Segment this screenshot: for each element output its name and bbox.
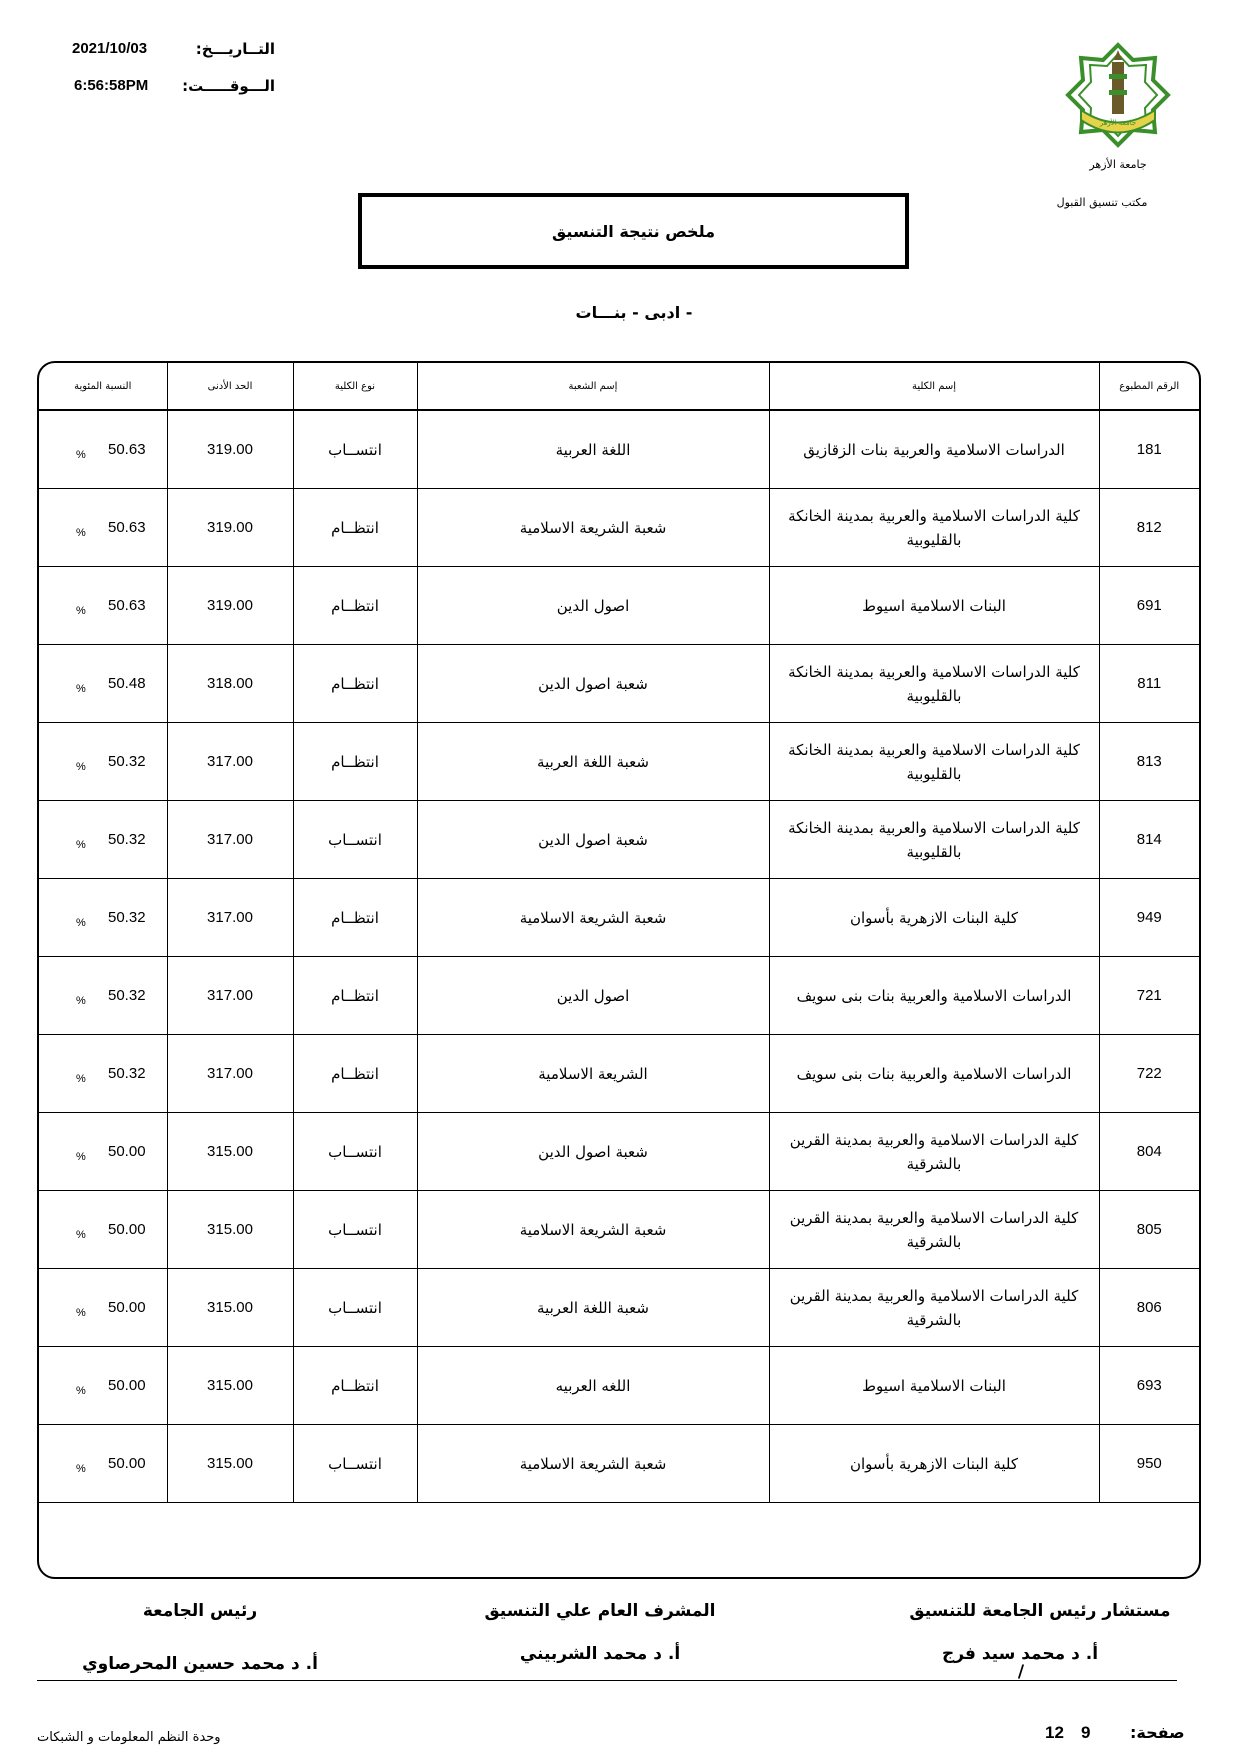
row-type: انتظــام xyxy=(293,879,417,957)
row-percent-cell xyxy=(39,645,167,723)
row-percent: 50.00 xyxy=(108,1455,146,1472)
row-percent-cell xyxy=(39,410,167,489)
office-name: مكتب تنسيق القبول xyxy=(1056,196,1148,209)
row-min-score: 315.00 xyxy=(167,1347,293,1425)
time-label: الـــوقـــــت: xyxy=(182,77,275,95)
page-label: صفحة: xyxy=(1130,1723,1185,1742)
table-row xyxy=(39,489,1199,567)
president-name: أ. د محمد حسين المحرصاوي xyxy=(82,1654,318,1674)
col-header-type: نوع الكلية xyxy=(293,363,417,410)
table-row xyxy=(39,879,1199,957)
supervisor-name: أ. د محمد الشربيني xyxy=(519,1644,681,1664)
col-header-code: الرقم المطبوع xyxy=(1099,363,1199,410)
row-code: 806 xyxy=(1099,1269,1199,1347)
advisor-mark: / xyxy=(1017,1662,1025,1682)
row-percent-cell xyxy=(39,1347,167,1425)
percent-sign: % xyxy=(76,1150,86,1163)
row-type: انتظــام xyxy=(293,645,417,723)
president-title: رئيس الجامعة xyxy=(142,1601,258,1621)
percent-sign: % xyxy=(76,526,86,539)
row-code: 722 xyxy=(1099,1035,1199,1113)
percent-sign: % xyxy=(76,1228,86,1241)
table-row xyxy=(39,645,1199,723)
row-type: انتظــام xyxy=(293,567,417,645)
row-min-score: 317.00 xyxy=(167,723,293,801)
row-college: كلية الدراسات الاسلامية والعربية بمدينة الخانكة بالقليوبية xyxy=(769,489,1099,567)
table-row xyxy=(39,1425,1199,1503)
row-min-score: 319.00 xyxy=(167,567,293,645)
time-value: 6:56:58PM xyxy=(74,77,149,94)
col-header-min-score: الحد الأدنى xyxy=(167,363,293,410)
row-percent-cell xyxy=(39,489,167,567)
percent-sign: % xyxy=(76,994,86,1007)
row-type: انتســاب xyxy=(293,410,417,489)
page-total: 12 xyxy=(1045,1723,1064,1742)
row-code: 949 xyxy=(1099,879,1199,957)
row-code: 721 xyxy=(1099,957,1199,1035)
row-percent-cell xyxy=(39,957,167,1035)
row-percent: 50.48 xyxy=(108,675,146,692)
table-row xyxy=(39,1113,1199,1191)
percent-sign: % xyxy=(76,1072,86,1085)
row-type: انتظــام xyxy=(293,1347,417,1425)
row-college: كلية الدراسات الاسلامية والعربية بمدينة الخانكة بالقليوبية xyxy=(769,801,1099,879)
row-college: كلية البنات الازهرية بأسوان xyxy=(769,879,1099,957)
row-branch: اصول الدين xyxy=(417,957,769,1035)
row-code: 813 xyxy=(1099,723,1199,801)
col-header-branch: إسم الشعبة xyxy=(417,363,769,410)
percent-sign: % xyxy=(76,604,86,617)
row-min-score: 317.00 xyxy=(167,957,293,1035)
percent-sign: % xyxy=(76,760,86,773)
table-row xyxy=(39,410,1199,489)
row-college: الدراسات الاسلامية والعربية بنات الزقازيق xyxy=(769,410,1099,489)
row-branch: شعبة الشريعة الاسلامية xyxy=(417,489,769,567)
row-code: 181 xyxy=(1099,410,1199,489)
table-row xyxy=(39,801,1199,879)
university-name: جامعة الأزهر xyxy=(1089,158,1147,171)
row-type: انتســاب xyxy=(293,1113,417,1191)
table-row xyxy=(39,567,1199,645)
row-min-score: 315.00 xyxy=(167,1269,293,1347)
row-college: كلية الدراسات الاسلامية والعربية بمدينة القرين بالشرقية xyxy=(769,1113,1099,1191)
advisor-name: أ. د محمد سيد فرج xyxy=(941,1644,1099,1664)
percent-sign: % xyxy=(76,838,86,851)
percent-sign: % xyxy=(76,1306,86,1319)
col-header-college: إسم الكلية xyxy=(769,363,1099,410)
row-min-score: 315.00 xyxy=(167,1113,293,1191)
footer-divider xyxy=(37,1680,1177,1681)
row-branch: الشريعة الاسلامية xyxy=(417,1035,769,1113)
row-percent-cell xyxy=(39,1035,167,1113)
row-branch: شعبة الشريعة الاسلامية xyxy=(417,879,769,957)
row-percent-cell xyxy=(39,879,167,957)
row-percent: 50.32 xyxy=(108,831,146,848)
row-type: انتظــام xyxy=(293,957,417,1035)
percent-sign: % xyxy=(76,682,86,695)
supervisor-title: المشرف العام علي التنسيق xyxy=(484,1601,716,1621)
row-branch: شعبة اصول الدين xyxy=(417,801,769,879)
col-header-percent: النسبة المئوية xyxy=(39,363,167,410)
row-percent-cell xyxy=(39,1425,167,1503)
row-percent: 50.32 xyxy=(108,909,146,926)
row-percent-cell xyxy=(39,567,167,645)
row-college: البنات الاسلامية اسيوط xyxy=(769,1347,1099,1425)
row-college: كلية الدراسات الاسلامية والعربية بمدينة القرين بالشرقية xyxy=(769,1269,1099,1347)
row-code: 805 xyxy=(1099,1191,1199,1269)
row-percent-cell xyxy=(39,723,167,801)
row-code: 814 xyxy=(1099,801,1199,879)
row-percent: 50.63 xyxy=(108,441,146,458)
row-type: انتظــام xyxy=(293,489,417,567)
percent-sign: % xyxy=(76,916,86,929)
row-min-score: 317.00 xyxy=(167,1035,293,1113)
row-min-score: 318.00 xyxy=(167,645,293,723)
row-branch: اللغة العربية xyxy=(417,410,769,489)
row-percent: 50.32 xyxy=(108,753,146,770)
row-percent-cell xyxy=(39,1191,167,1269)
row-min-score: 317.00 xyxy=(167,801,293,879)
row-type: انتســاب xyxy=(293,801,417,879)
row-college: كلية الدراسات الاسلامية والعربية بمدينة الخانكة بالقليوبية xyxy=(769,645,1099,723)
table-row xyxy=(39,1191,1199,1269)
row-type: انتســاب xyxy=(293,1269,417,1347)
table-row xyxy=(39,1347,1199,1425)
row-min-score: 319.00 xyxy=(167,489,293,567)
row-code: 693 xyxy=(1099,1347,1199,1425)
row-college: كلية الدراسات الاسلامية والعربية بمدينة القرين بالشرقية xyxy=(769,1191,1099,1269)
row-percent-cell xyxy=(39,1113,167,1191)
row-college: الدراسات الاسلامية والعربية بنات بنى سويف xyxy=(769,1035,1099,1113)
row-code: 691 xyxy=(1099,567,1199,645)
row-type: انتظــام xyxy=(293,723,417,801)
footer-unit: وحدة النظم المعلومات و الشبكات xyxy=(37,1730,221,1745)
row-percent: 50.00 xyxy=(108,1221,146,1238)
row-branch: اصول الدين xyxy=(417,567,769,645)
row-code: 804 xyxy=(1099,1113,1199,1191)
row-college: كلية الدراسات الاسلامية والعربية بمدينة الخانكة بالقليوبية xyxy=(769,723,1099,801)
percent-sign: % xyxy=(76,448,86,461)
report-title: ملخص نتيجة التنسيق xyxy=(358,193,909,269)
table-header-row xyxy=(39,363,1199,410)
results-table xyxy=(39,363,1199,1503)
row-min-score: 319.00 xyxy=(167,410,293,489)
percent-sign: % xyxy=(76,1384,86,1397)
row-college: البنات الاسلامية اسيوط xyxy=(769,567,1099,645)
row-type: انتظــام xyxy=(293,1035,417,1113)
row-percent: 50.00 xyxy=(108,1143,146,1160)
row-code: 811 xyxy=(1099,645,1199,723)
date-label: التــاريـــخ: xyxy=(195,40,275,58)
table-row xyxy=(39,957,1199,1035)
row-branch: شعبة اللغة العربية xyxy=(417,1269,769,1347)
row-branch: شعبة اصول الدين xyxy=(417,645,769,723)
table-row xyxy=(39,1035,1199,1113)
row-percent: 50.00 xyxy=(108,1299,146,1316)
university-logo xyxy=(1063,40,1173,150)
page-current: 9 xyxy=(1081,1723,1091,1742)
row-type: انتســاب xyxy=(293,1191,417,1269)
percent-sign: % xyxy=(76,1462,86,1475)
row-percent: 50.32 xyxy=(108,987,146,1004)
row-min-score: 315.00 xyxy=(167,1425,293,1503)
date-value: 2021/10/03 xyxy=(72,40,148,57)
row-college: الدراسات الاسلامية والعربية بنات بنى سويف xyxy=(769,957,1099,1035)
row-branch: شعبة اصول الدين xyxy=(417,1113,769,1191)
row-branch: اللغه العربيه xyxy=(417,1347,769,1425)
row-min-score: 317.00 xyxy=(167,879,293,957)
logo-text: جامعة الأزهر xyxy=(1099,119,1137,127)
row-branch: شعبة الشريعة الاسلامية xyxy=(417,1425,769,1503)
row-percent: 50.63 xyxy=(108,597,146,614)
row-code: 812 xyxy=(1099,489,1199,567)
row-college: كلية البنات الازهرية بأسوان xyxy=(769,1425,1099,1503)
row-percent: 50.00 xyxy=(108,1377,146,1394)
section-heading: - ادبى - بنـــات xyxy=(575,303,693,322)
row-branch: شعبة اللغة العربية xyxy=(417,723,769,801)
row-percent-cell xyxy=(39,801,167,879)
row-type: انتســاب xyxy=(293,1425,417,1503)
row-percent: 50.63 xyxy=(108,519,146,536)
row-percent: 50.32 xyxy=(108,1065,146,1082)
row-percent-cell xyxy=(39,1269,167,1347)
row-min-score: 315.00 xyxy=(167,1191,293,1269)
row-code: 950 xyxy=(1099,1425,1199,1503)
row-branch: شعبة الشريعة الاسلامية xyxy=(417,1191,769,1269)
table-row xyxy=(39,723,1199,801)
advisor-title: مستشار رئيس الجامعة للتنسيق xyxy=(909,1601,1171,1621)
table-row xyxy=(39,1269,1199,1347)
